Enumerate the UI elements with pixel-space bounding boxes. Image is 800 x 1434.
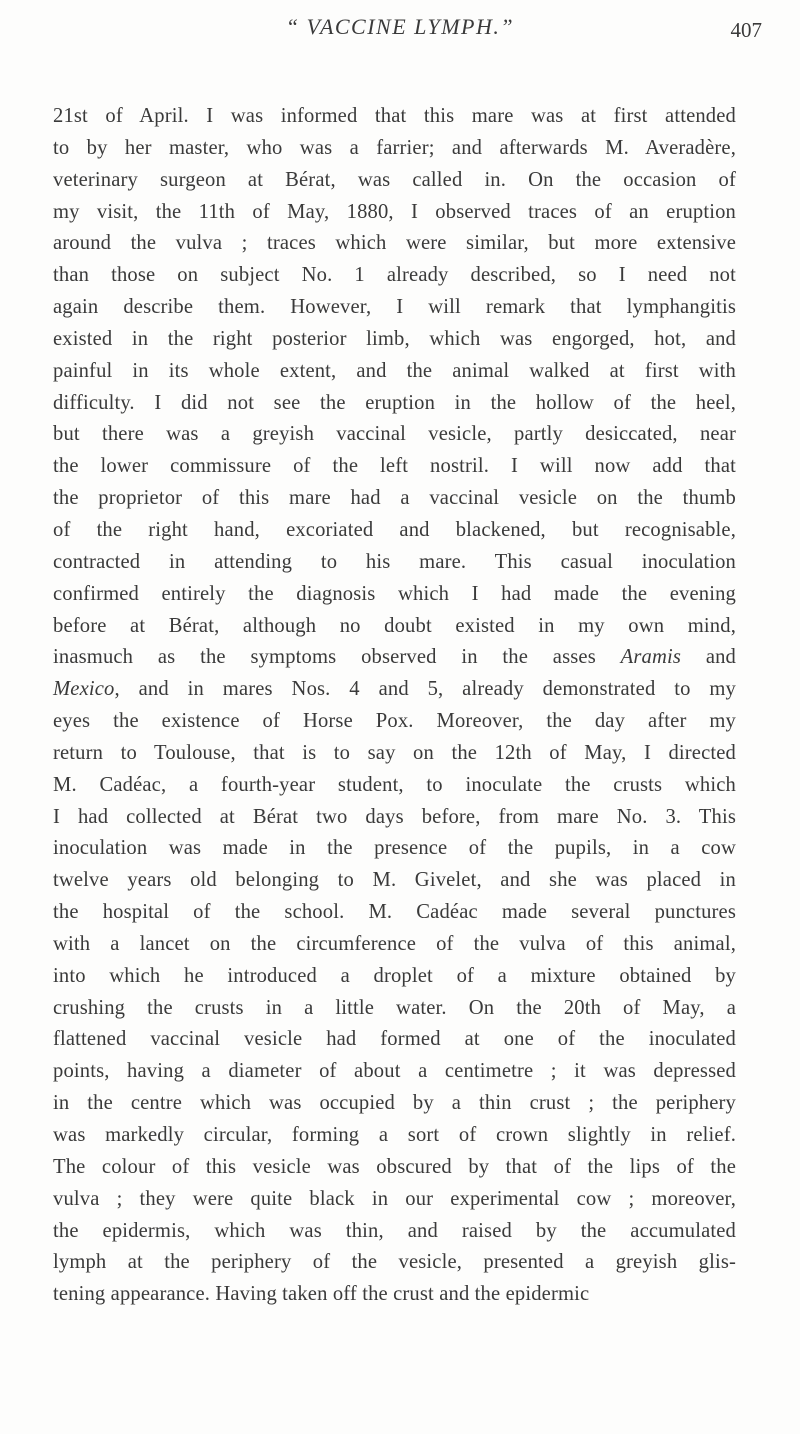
text-line: veterinary surgeon at Bérat, was called in. On the occasion of xyxy=(53,168,736,191)
text-line: twelve years old belonging to M. Givelet, and she was placed in xyxy=(53,869,736,892)
text-line: crushing the crusts in a little water. On the 20th of May, a xyxy=(53,996,736,1019)
text-line: tening appearance. Having taken off the crust and the epidermic xyxy=(53,1283,590,1306)
text-line: the proprietor of this mare had a vaccinal vesicle on the thumb xyxy=(53,487,736,510)
text-line: return to Toulouse, that is to say on the 12th of May, I directed xyxy=(53,741,736,764)
text-line: eyes the existence of Horse Pox. Moreover, the day after my xyxy=(53,710,736,733)
text-line: confirmed entirely the diagnosis which I had made the evening xyxy=(53,582,736,605)
text-line: painful in its whole extent, and the animal walked at first with xyxy=(53,359,736,382)
running-head-title: “ VACCINE LYMPH.” xyxy=(285,14,515,39)
text-line: of the right hand, excoriated and blackened, but recognisable, xyxy=(53,518,736,541)
text-line: the epidermis, which was thin, and raised by the accumulated xyxy=(53,1219,736,1242)
text-line: but there was a greyish vaccinal vesicle, partly desiccated, near xyxy=(53,423,736,446)
text-segment: and xyxy=(705,646,736,669)
text-segment: , and in mares Nos. 4 and 5, already demonstrated to my xyxy=(114,678,736,701)
text-line: flattened vaccinal vesicle had formed at one of the inoculated xyxy=(53,1028,736,1051)
text-line: before at Bérat, although no doubt existed in my own mind, xyxy=(53,614,736,637)
text-line: into which he introduced a droplet of a mixture obtained by xyxy=(53,964,736,987)
text-line-with-italics xyxy=(53,642,736,674)
italic-name-mexico: Mexico xyxy=(53,678,115,701)
text-line: my visit, the 11th of May, 1880, I observed traces of an eruption xyxy=(53,200,736,223)
text-line: with a lancet on the circumference of the vulva of this animal, xyxy=(53,932,736,955)
text-line: difficulty. I did not see the eruption in the hollow of the heel, xyxy=(53,391,736,414)
text-line: in the centre which was occupied by a thin crust ; the periphery xyxy=(53,1092,736,1115)
text-line: than those on subject No. 1 already described, so I need not xyxy=(53,264,736,287)
text-line: contracted in attending to his mare. This casual inoculation xyxy=(53,550,736,573)
text-line-with-italics xyxy=(53,674,736,706)
italic-name-aramis: Aramis xyxy=(620,646,682,669)
text-line: The colour of this vesicle was obscured by that of the lips of the xyxy=(53,1155,736,1178)
text-line: vulva ; they were quite black in our experimental cow ; moreover, xyxy=(53,1187,736,1210)
text-line: the hospital of the school. M. Cadéac made several punctures xyxy=(53,901,736,924)
text-line: again describe them. However, I will remark that lymphangitis xyxy=(53,296,736,319)
page-number: 407 xyxy=(730,18,762,42)
body-paragraph xyxy=(53,101,736,1311)
text-line: existed in the right posterior limb, which was engorged, hot, and xyxy=(53,327,736,350)
text-line: was markedly circular, forming a sort of crown slightly in relief. xyxy=(53,1124,736,1146)
text-line: inoculation was made in the presence of the pupils, in a cow xyxy=(53,837,736,860)
text-line: to by her master, who was a farrier; and afterwards M. Averadère, xyxy=(53,136,736,159)
text-segment: inasmuch as the symptoms observed in the asses xyxy=(53,646,596,669)
text-line: lymph at the periphery of the vesicle, presented a greyish glis- xyxy=(53,1251,736,1274)
text-line: 21st of April. I was informed that this mare was at first attended xyxy=(53,105,736,127)
text-line: points, having a diameter of about a centimetre ; it was depressed xyxy=(53,1060,736,1083)
text-line: I had collected at Bérat two days before, from mare No. 3. This xyxy=(53,805,736,828)
text-line: around the vulva ; traces which were similar, but more extensive xyxy=(53,232,736,255)
text-line: the lower commissure of the left nostril. I will now add that xyxy=(53,455,736,478)
text-line: M. Cadéac, a fourth-year student, to inoculate the crusts which xyxy=(53,773,736,796)
